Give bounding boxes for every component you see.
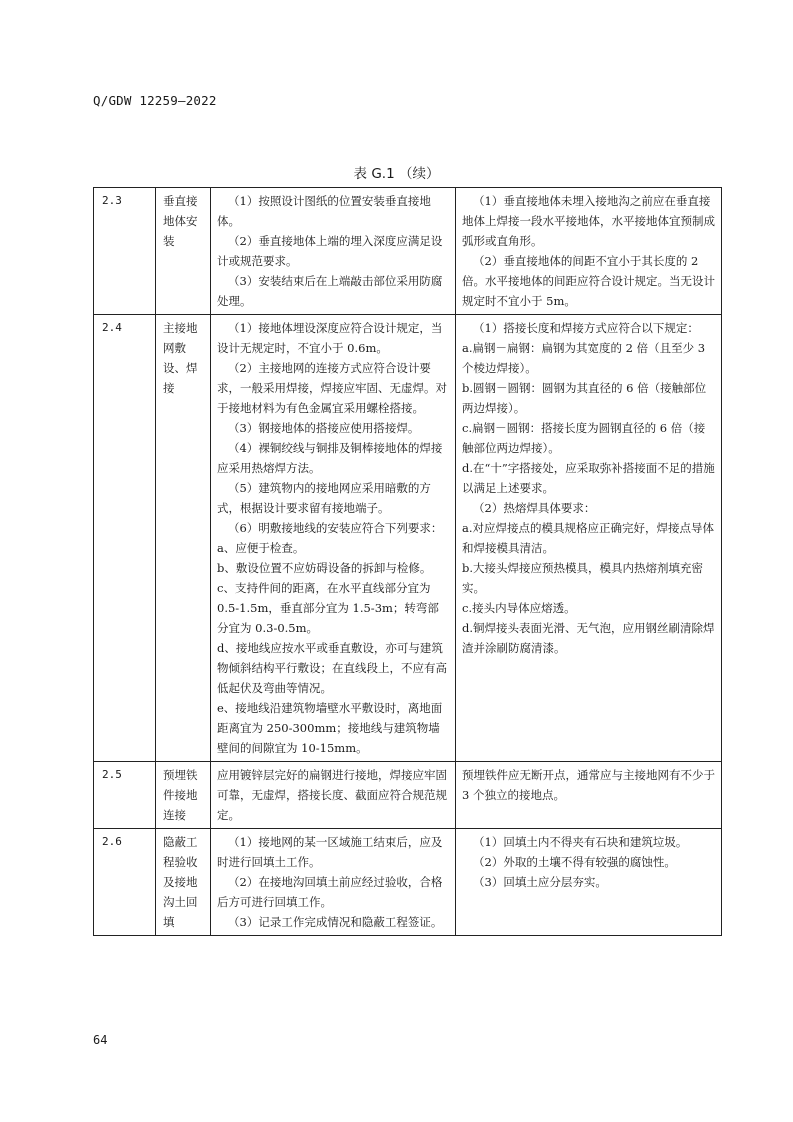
paragraph: 应用镀锌层完好的扁钢进行接地，焊接应牢固可靠，无虚焊，搭接长度、截面应符合规范规定。 [217, 768, 447, 822]
paragraph: （4）裸铜绞线与铜排及铜棒接地体的焊接应采用热熔焊方法。 [217, 441, 443, 475]
item-name: 主接地网敷设、焊接 [156, 315, 211, 762]
item-number: 2.3 [94, 188, 156, 315]
document-code: Q/GDW 12259—2022 [93, 93, 217, 108]
quality-standards-cell [456, 315, 722, 762]
paragraph: （3）安装结束后在上端敲击部位采用防腐处理。 [217, 274, 443, 308]
item-number: 2.4 [94, 315, 156, 762]
table-body [94, 188, 722, 936]
paragraph: （5）建筑物内的接地网应采用暗敷的方式，根据设计要求留有接地端子。 [217, 481, 431, 515]
paragraph: b、敷设位置不应妨碍设备的拆卸与检修。 [217, 561, 432, 575]
page-number: 64 [93, 1033, 108, 1047]
table-row [94, 315, 722, 762]
paragraph: b.圆钢－圆钢：圆钢为其直径的 6 倍（接触部位两边焊接）。 [462, 381, 707, 415]
quality-standards-cell [456, 829, 722, 936]
paragraph: d.铜焊接头表面光滑、无气泡，应用钢丝刷清除焊渣并涂刷防腐清漆。 [462, 621, 715, 655]
paragraph: （2）主接地网的连接方式应符合设计要求，一般采用焊接，焊接应牢固、无虚焊。对于接地材料为有色金属宜采用螺栓搭接。 [217, 361, 447, 415]
paragraph: b.大接头焊接应预热模具，模具内热熔剂填充密实。 [462, 561, 704, 595]
paragraph: （6）明敷接地线的安装应符合下列要求： [228, 521, 443, 535]
paragraph: a.扁钢－扁钢：扁钢为其宽度的 2 倍（且至少 3 个棱边焊接）。 [462, 341, 706, 375]
paragraph: （2）垂直接地体上端的埋入深度应满足设计或规范要求。 [217, 234, 443, 268]
table-title: 表 G.1 （续） [353, 166, 440, 182]
table-row [94, 762, 722, 829]
table-row [94, 188, 722, 315]
paragraph: c、支持件间的距离，在水平直线部分宜为 0.5-1.5m，垂直部分宜为 1.5-3m；转弯部分宜为 0.3-0.5m。 [217, 581, 439, 635]
quality-standards-cell [456, 188, 722, 315]
item-name: 预埋铁件接地连接 [156, 762, 211, 829]
paragraph: e、接地线沿建筑物墙壁水平敷设时，离地面距离宜为 250-300mm；接地线与建筑物墙壁间的间隙宜为 10-15mm。 [217, 701, 443, 755]
paragraph: a、应便于检查。 [217, 541, 305, 555]
paragraph: （1）回填土内不得夹有石块和建筑垃圾。 [473, 835, 688, 849]
paragraph: 预埋铁件应无断开点，通常应与主接地网有不少于 3 个独立的接地点。 [462, 768, 715, 802]
paragraph: （1）接地网的某一区域施工结束后，应及时进行回填土工作。 [217, 835, 443, 869]
item-number: 2.5 [94, 762, 156, 829]
paragraph: （1）接地体埋设深度应符合设计规定，当设计无规定时，不宜小于 0.6m。 [217, 321, 443, 355]
paragraph: （3）回填土应分层夯实。 [473, 875, 607, 889]
table-row [94, 829, 722, 936]
paragraph: （2）外取的土壤不得有较强的腐蚀性。 [473, 855, 676, 869]
paragraph: c.接头内导体应熔透。 [462, 601, 576, 615]
paragraph: d、接地线应按水平或垂直敷设，亦可与建筑物倾斜结构平行敷设；在直线段上，不应有高低起伏及弯曲等情况。 [217, 641, 447, 695]
paragraph: （1）搭接长度和焊接方式应符合以下规定： [473, 321, 699, 335]
paragraph: （2）热熔焊具体要求： [473, 501, 596, 515]
item-number: 2.6 [94, 829, 156, 936]
paragraph: （1）垂直接地体未埋入接地沟之前应在垂直接地体上焊接一段水平接地体，水平接地体宜预制成弧形或直角形。 [462, 194, 715, 248]
process-requirements-cell [211, 829, 456, 936]
paragraph: c.扁钢－圆钢：搭接长度为圆钢直径的 6 倍（接触部位两边焊接）。 [462, 421, 706, 455]
paragraph: （3）钢接地体的搭接应使用搭接焊。 [228, 421, 420, 435]
paragraph: d.在“十”字搭接处，应采取弥补搭接面不足的措施以满足上述要求。 [462, 461, 715, 495]
process-requirements-cell [211, 762, 456, 829]
paragraph: （1）按照设计图纸的位置安装垂直接地体。 [217, 194, 431, 228]
process-requirements-cell [211, 315, 456, 762]
item-name: 垂直接地体安装 [156, 188, 211, 315]
paragraph: （2）垂直接地体的间距不宜小于其长度的 2 倍。水平接地体的间距应符合设计规定。当无设计规定时不宜小于 5m。 [462, 254, 715, 308]
item-name: 隐蔽工程验收及接地沟土回填 [156, 829, 211, 936]
paragraph: （2）在接地沟回填土前应经过验收，合格后方可进行回填工作。 [217, 875, 443, 909]
quality-standards-cell [456, 762, 722, 829]
construction-standards-table [93, 187, 722, 936]
paragraph: a.对应焊接点的模具规格应正确完好，焊接点导体和焊接模具清洁。 [462, 521, 715, 555]
paragraph: （3）记录工作完成情况和隐蔽工程签证。 [228, 915, 443, 929]
process-requirements-cell [211, 188, 456, 315]
